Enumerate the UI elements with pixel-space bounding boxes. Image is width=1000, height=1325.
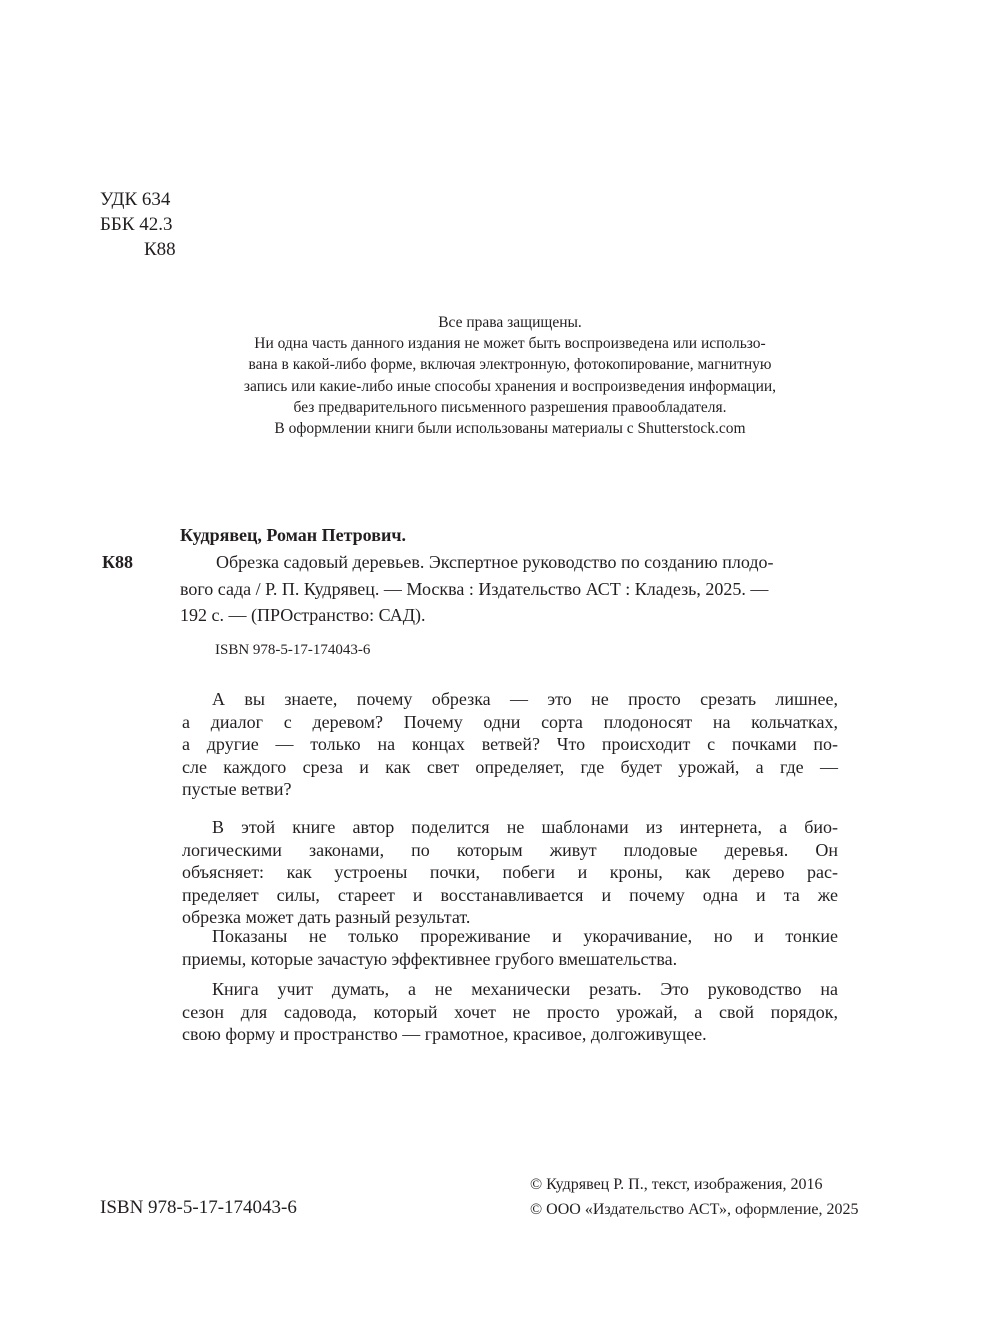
- annotation-paragraph-1: [182, 688, 838, 801]
- author-mark-bold: К88: [102, 552, 134, 572]
- footer-isbn: ISBN 978-5-17-174043-6: [100, 1197, 297, 1218]
- description-line: Обрезка садовый деревьев. Экспертное руководство по созданию плодо-: [216, 552, 774, 572]
- copyright-line: © Кудрявец Р. П., текст, изображения, 2016: [530, 1176, 823, 1193]
- rights-notice: [170, 312, 850, 439]
- annotation-line: объясняет: как устроены почки, побеги и кроны, как дерево рас-: [182, 862, 838, 882]
- annotation-line: свою форму и пространство — грамотное, красивое, долгоживущее.: [182, 1024, 707, 1044]
- rights-line: вана в какой-либо форме, включая электронную, фотокопирование, магнитную: [248, 356, 772, 374]
- annotation-line: В этой книге автор поделится не шаблонами из интернета, а био-: [212, 817, 838, 837]
- copyright-line: © ООО «Издательство АСТ», оформление, 2025: [530, 1201, 859, 1218]
- rights-line: Все права защищены.: [438, 314, 582, 331]
- rights-line: Ни одна часть данного издания не может быть воспроизведена или использо-: [254, 335, 766, 353]
- annotation-line: логическими законами, по которым живут плодовые деревья. Он: [182, 839, 838, 860]
- annotation-line: Показаны не только прореживание и укорачивание, но и тонкие: [212, 926, 838, 946]
- annotation-line: а диалог с деревом? Почему одни сорта плодоносят на кольчатках,: [182, 711, 838, 732]
- description-line: вого сада / Р. П. Кудрявец. — Москва : Издательство АСТ : Кладезь, 2025. —: [180, 578, 769, 599]
- udk-code: УДК 634: [100, 189, 171, 210]
- annotation-line: Книга учит думать, а не механически резать. Это руководство на: [212, 979, 838, 999]
- annotation-line: приемы, которые зачастую эффективнее грубого вмешательства.: [182, 948, 678, 969]
- annotation-line: пустые ветви?: [182, 779, 292, 799]
- rights-line: запись или какие-либо иные способы хранения и воспроизведения информации,: [243, 377, 777, 395]
- author-mark: К88: [144, 239, 176, 260]
- annotation-line: пределяет силы, стареет и восстанавливается и почему одна и та же: [182, 884, 838, 905]
- rights-line: В оформлении книги были использованы материалы с Shutterstock.com: [274, 420, 746, 438]
- annotation-line: сле каждого среза и как свет определяет, где будет урожай, а где —: [182, 756, 838, 777]
- annotation-paragraph-3: [182, 925, 838, 970]
- annotation-line: обрезка может дать разный результат.: [182, 907, 471, 927]
- bibliographic-description: [180, 549, 918, 629]
- rights-line: без предварительного письменного разрешения правообладателя.: [293, 398, 727, 416]
- annotation-line: а другие — только на концах ветвей? Что происходит с почками по-: [182, 734, 838, 754]
- copyright-block: [530, 1172, 859, 1222]
- author-heading: Кудрявец, Роман Петрович.: [180, 525, 406, 545]
- record-isbn: ISBN 978-5-17-174043-6: [215, 642, 371, 658]
- annotation-line: А вы знаете, почему обрезка — это не просто срезать лишнее,: [212, 689, 838, 709]
- annotation-line: сезон для садовода, который хочет не просто урожай, а свой порядок,: [182, 1001, 838, 1022]
- classification-block: [100, 187, 176, 262]
- bbk-code: ББК 42.3: [100, 214, 173, 235]
- description-line: 192 с. — (ПРОстранство: САД).: [180, 605, 426, 625]
- annotation-paragraph-4: [182, 978, 838, 1046]
- annotation-paragraph-2: [182, 816, 838, 929]
